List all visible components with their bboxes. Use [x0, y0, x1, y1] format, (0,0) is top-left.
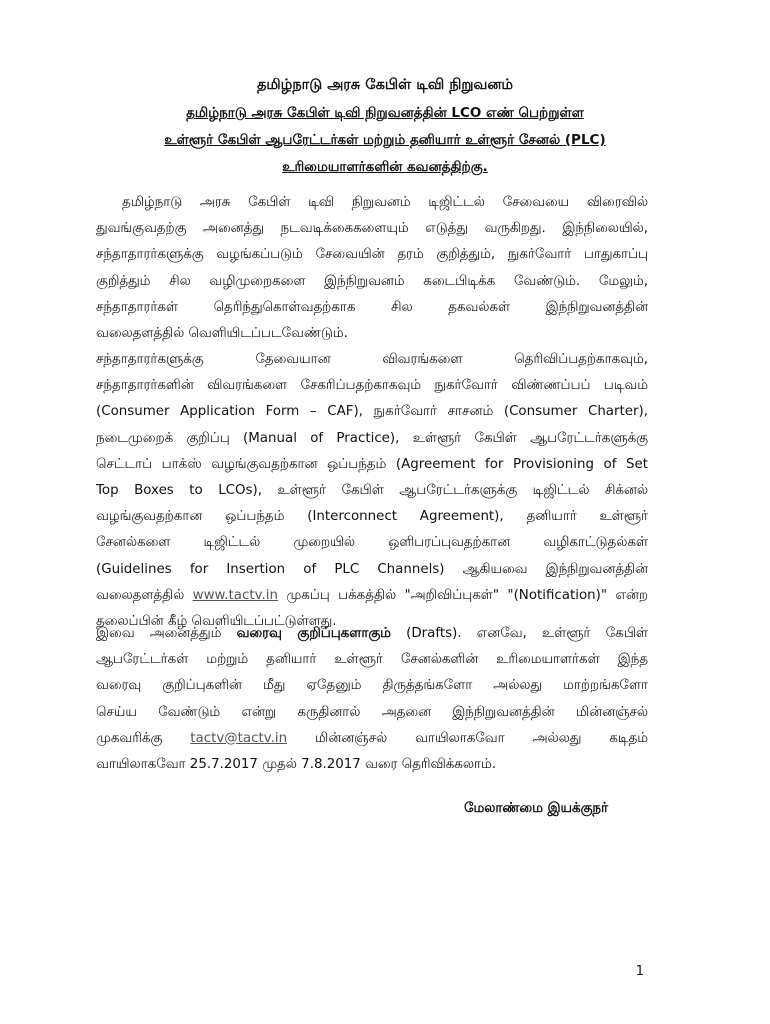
paragraph-2-line: (Consumer Application Form – CAF), நுகர்வோர் சாசனம் (Consumer Charter), [96, 404, 648, 420]
p3-prefix: இவை அனைத்தும் [96, 626, 237, 641]
paragraph-2-line: வழங்குவதற்கான ஒப்பந்தம் (Interconnect Agreement), தனியார் உள்ளூர் [96, 509, 648, 525]
subtitle-line-2: உள்ளூர் கேபிள் ஆபரேட்டர்கள் மற்றும் தனியார் உள்ளூர் சேனல் (PLC) [164, 132, 606, 148]
paragraph-3-line: ஆபரேட்டர்கள் மற்றும் தனியார் உள்ளூர் சேனல்களின் உரிமையாளர்கள் இந்த [96, 652, 648, 668]
signature: மேலாண்மை இயக்குநர் [463, 801, 608, 816]
paragraph-3-first-line [96, 621, 648, 647]
paragraph-3 [96, 621, 648, 778]
paragraph-2-line: சந்தாதாரர்களுக்கு தேவையான விவரங்களை தெரிவிப்பதற்காகவும், [96, 352, 648, 367]
email-suffix: மின்னஞ்சல் வாயிலாகவோ அல்லது கடிதம் [287, 730, 648, 746]
paragraph-2-line: (Guidelines for Insertion of PLC Channels) ஆகியவை இந்நிறுவனத்தின் [96, 561, 648, 577]
paragraph-2-line: தலைப்பின் கீழ் வெளியிடப்பட்டுள்ளது. [96, 613, 337, 629]
paragraph-1-line: வலைதளத்தில் வெளியிடப்படவேண்டும். [96, 325, 348, 341]
paragraph-2 [96, 347, 648, 635]
document-title: தமிழ்நாடு அரசு கேபிள் டிவி நிறுவனம் [256, 77, 514, 93]
email-prefix: முகவரிக்கு [96, 730, 191, 746]
paragraph-2-line: நடைமுறைக் குறிப்பு (Manual of Practice), உள்ளூர் கேபிள் ஆபரேட்டர்களுக்கு [96, 430, 648, 446]
draft-emphasis: வரைவு குறிப்புகளாகும் [236, 626, 391, 641]
paragraph-1-line: துவங்குவதற்கு அனைத்து நடவடிக்கைகளையும் எடுத்து வருகிறது. இந்நிலையில், [96, 221, 648, 237]
paragraph-2-web-line [96, 583, 648, 609]
page-number: 1 [635, 964, 644, 979]
subtitle-line-1: தமிழ்நாடு அரசு கேபிள் டிவி நிறுவனத்தின் LCO எண் பெற்றுள்ள [186, 105, 584, 121]
web-prefix: வலைதளத்தில் [96, 587, 193, 603]
paragraph-2-line: Top Boxes to LCOs), உள்ளூர் கேபிள் ஆபரேட்டர்களுக்கு டிஜிட்டல் சிக்னல் [96, 482, 648, 498]
website-link[interactable]: www.tactv.in [192, 587, 278, 603]
paragraph-2-line: சந்தாதாரர்களின் விவரங்களை சேகரிப்பதற்காகவும் நுகர்வோர் விண்ணப்பப் படிவம் [96, 378, 648, 394]
paragraph-3-line: வரைவு குறிப்புகளின் மீது ஏதேனும் திருத்தங்களோ அல்லது மாற்றங்களோ [96, 678, 648, 694]
paragraph-3-line: வாயிலாகவோ 25.7.2017 முதல் 7.8.2017 வரை தெரிவிக்கலாம். [96, 756, 497, 772]
web-suffix: முகப்பு பக்கத்தில் "அறிவிப்புகள்" "(Notification)" என்ற [277, 587, 648, 603]
paragraph-2-line: செட்டாப் பாக்ஸ் வழங்குவதற்கான ஒப்பந்தம் (Agreement for Provisioning of Set [96, 456, 648, 472]
paragraph-1-line: தமிழ்நாடு அரசு கேபிள் டிவி நிறுவனம் டிஜிட்டல் சேவையை விரைவில் [122, 195, 648, 210]
paragraph-1-line: குறித்தும் சில வழிமுறைகளை இந்நிறுவனம் கடைபிடிக்க வேண்டும். மேலும், [96, 273, 648, 289]
p3-suffix: (Drafts). எனவே, உள்ளூர் கேபிள் [390, 626, 648, 641]
paragraph-2-line: சேனல்களை டிஜிட்டல் முறையில் ஒளிபரப்புவதற்கான வழிகாட்டுதல்கள் [96, 535, 648, 551]
email-link[interactable]: tactv@tactv.in [190, 730, 288, 746]
paragraph-3-email-line [96, 726, 648, 752]
subtitle-line-3: உரிமையாளர்களின் கவனத்திற்கு. [282, 159, 488, 175]
paragraph-1 [96, 190, 648, 347]
paragraph-3-line: செய்ய வேண்டும் என்று கருதினால் அதனை இந்நிறுவனத்தின் மின்னஞ்சல் [96, 704, 648, 720]
paragraph-1-line: சந்தாதாரர்களுக்கு வழங்கப்படும் சேவையின் தரம் குறித்தும், நுகர்வோர் பாதுகாப்பு [96, 247, 648, 263]
paragraph-1-line: சந்தாதாரர்கள் தெரிந்துகொள்வதற்காக சில தகவல்கள் இந்நிறுவனத்தின் [96, 299, 648, 315]
